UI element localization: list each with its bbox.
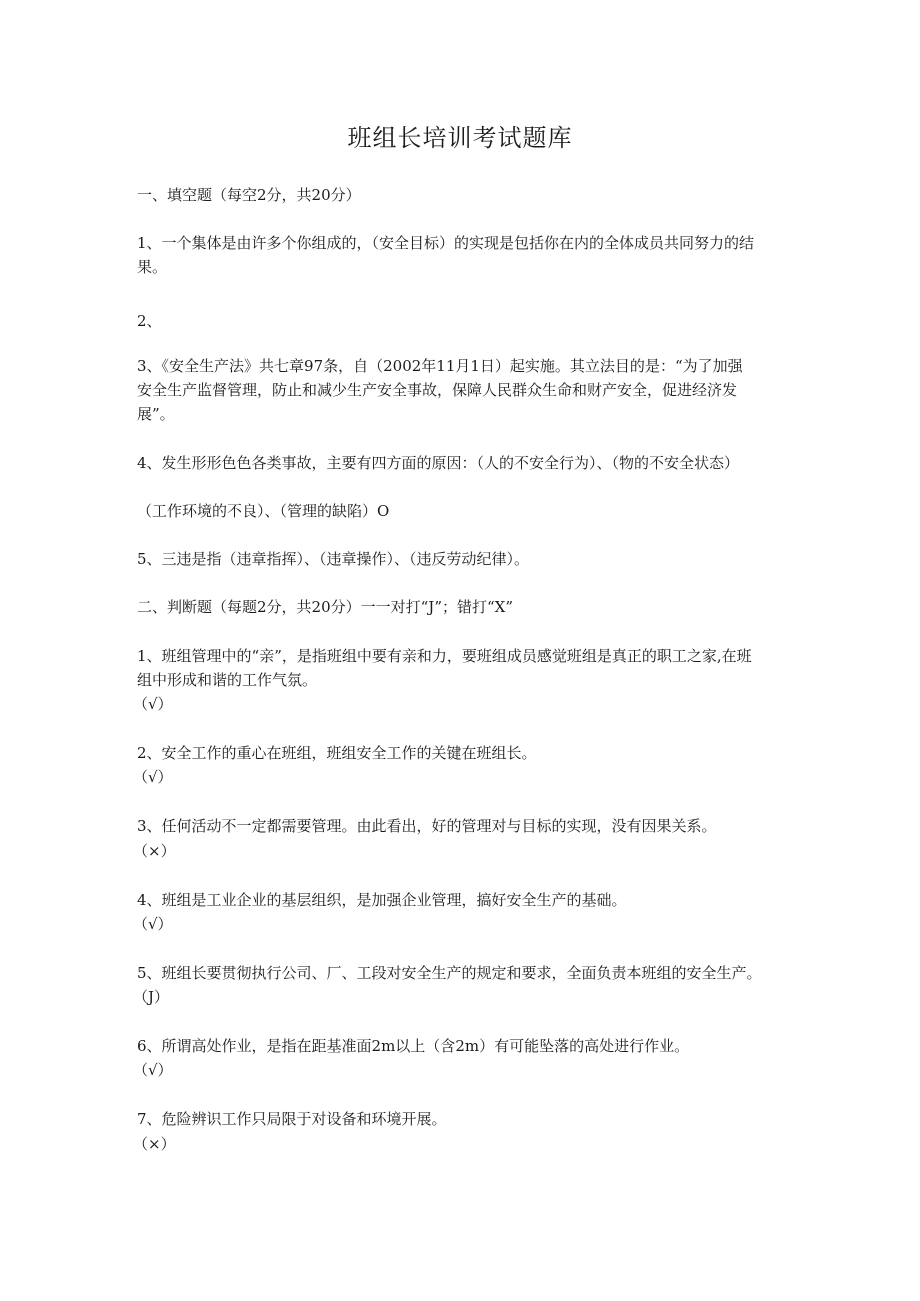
- question-text: 安全生产监督管理，防止和减少生产安全事故，保障人民群众生命和财产安全，促进经济发: [137, 381, 738, 399]
- question-text: 4、发生形形色色各类事故，主要有四方面的原因：（人的不安全行为）、（物的不安全状态）: [137, 454, 740, 472]
- answer-mark: （√）: [133, 695, 173, 713]
- question-text: 1、一个集体是由许多个你组成的，（安全目标）的实现是包括你在内的全体成员共同努力的结: [137, 234, 755, 252]
- question-text: 展”。: [137, 405, 175, 423]
- question-text: 7、危险辨识工作只局限于对设备和环境开展。: [137, 1110, 447, 1128]
- question-text: 4、班组是工业企业的基层组织，是加强企业管理，搞好安全生产的基础。: [137, 891, 627, 909]
- section-heading-true-false: 二、判断题（每题2分，共20分）一一对打“J”；错打“X”: [137, 598, 513, 616]
- answer-mark: （×）: [133, 1135, 176, 1153]
- answer-mark: （√）: [133, 768, 173, 786]
- question-text: 1、班组管理中的“亲”，是指班组中要有亲和力，要班组成员感觉班组是真正的职工之家,在班: [137, 647, 752, 665]
- answer-mark: （J）: [133, 988, 170, 1006]
- document-title: 班组长培训考试题库: [347, 124, 573, 152]
- question-text: 果。: [137, 258, 168, 276]
- question-text: 组中形成和谐的工作气氛。: [137, 671, 318, 689]
- answer-mark: （√）: [133, 915, 173, 933]
- question-text: 2、: [137, 312, 162, 330]
- section-heading-fill-in: 一、填空题（每空2分，共20分）: [137, 186, 361, 204]
- question-text: 5、班组长要贯彻执行公司、厂、工段对安全生产的规定和要求，全面负责本班组的安全生产。: [137, 964, 762, 982]
- answer-mark: （×）: [133, 842, 176, 860]
- question-text: 5、三违是指（违章指挥）、（违章操作）、（违反劳动纪律）。: [137, 550, 530, 568]
- question-text: 2、安全工作的重心在班组，班组安全工作的关键在班组长。: [137, 744, 537, 762]
- question-text: 3、任何活动不一定都需要管理。由此看出，好的管理对与目标的实现，没有因果关系。: [137, 817, 717, 835]
- question-text: 6、所谓高处作业，是指在距基准面2m以上（含2m）有可能坠落的高处进行作业。: [137, 1037, 690, 1055]
- question-text: （工作环境的不良）、（管理的缺陷）O: [137, 502, 390, 520]
- question-text: 3、《安全生产法》共七章97条，自（2002年11月1日）起实施。其立法目的是：“为了加强: [137, 357, 743, 375]
- answer-mark: （√）: [133, 1061, 173, 1079]
